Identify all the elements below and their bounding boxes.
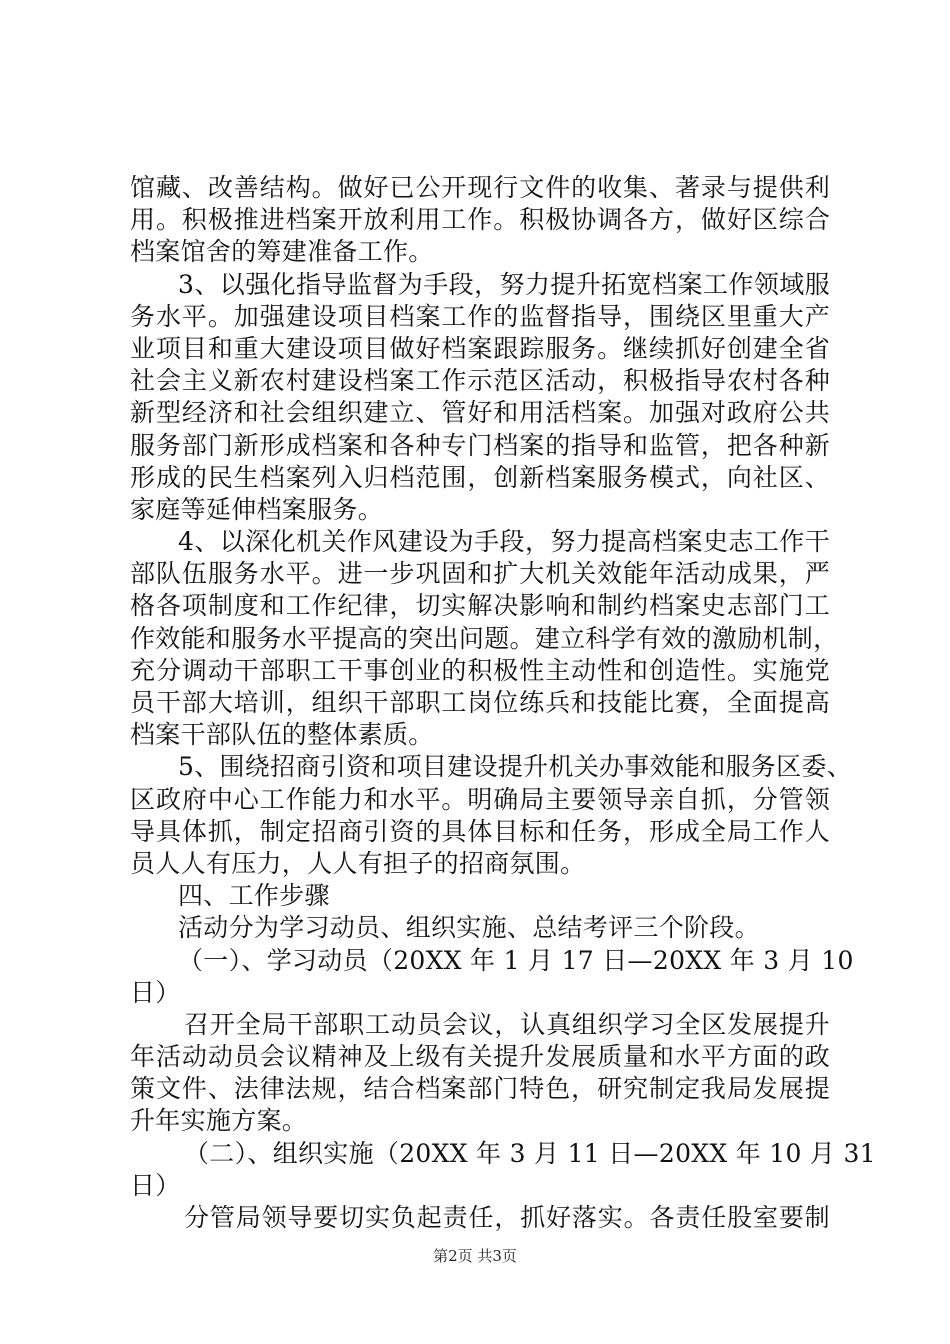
text-line: 区政府中心工作能力和水平。明确局主要领导亲自抓，分管领	[130, 784, 830, 814]
text-line: 导具体抓，制定招商引资的具体目标和任务，形成全局工作人	[130, 816, 830, 846]
text-line: 格各项制度和工作纪律，切实解决影响和制约档案史志部门工	[130, 591, 830, 621]
text-line: 务水平。加强建设项目档案工作的监督指导，围绕区里重大产	[130, 301, 830, 331]
text-line: 日）	[130, 977, 181, 1007]
text-line: 服务部门新形成档案和各种专门档案的指导和监管，把各种新	[130, 430, 830, 460]
text-line: 馆藏、改善结构。做好已公开现行文件的收集、著录与提供利	[130, 173, 830, 202]
text-line: 社会主义新农村建设档案工作示范区活动，积极指导农村各种	[130, 366, 830, 396]
text-line: 业项目和重大建设项目做好档案跟踪服务。继续抓好创建全省	[130, 333, 830, 363]
text-line: 日）	[130, 1170, 181, 1200]
text-line: 家庭等延伸档案服务。	[130, 494, 384, 524]
text-line: 活动分为学习动员、组织实施、总结考评三个阶段。	[178, 913, 760, 943]
text-line: 部队伍服务水平。进一步巩固和扩大机关效能年活动成果，严	[130, 559, 830, 589]
text-line: 新型经济和社会组织建立、管好和用活档案。加强对政府公共	[130, 398, 830, 428]
text-line: 4、以深化机关作风建设为手段，努力提高档案史志工作干	[178, 527, 830, 557]
text-line: 分管局领导要切实负起责任，抓好落实。各责任股室要制	[184, 1203, 830, 1232]
text-line: 四、工作步骤	[178, 881, 330, 911]
text-line: 档案干部队伍的整体素质。	[130, 720, 434, 750]
text-line: 作效能和服务水平提高的突出问题。建立科学有效的激励机制，	[130, 623, 839, 653]
text-line: 形成的民生档案列入归档范围，创新档案服务模式，向社区、	[130, 462, 830, 492]
text-line: 3、以强化指导监督为手段，努力提升拓宽档案工作领域服	[178, 269, 830, 299]
text-line: 档案馆舍的筹建准备工作。	[130, 237, 434, 267]
text-line: 员干部大培训，组织干部职工岗位练兵和技能比赛，全面提高	[130, 688, 830, 717]
text-line: 充分调动干部职工干事创业的积极性主动性和创造性。实施党	[130, 655, 830, 685]
text-line: 用。积极推进档案开放利用工作。积极协调各方，做好区综合	[130, 205, 830, 235]
text-line: 召开全局干部职工动员会议，认真组织学习全区发展提升	[184, 1009, 830, 1039]
text-line: 5、围绕招商引资和项目建设提升机关办事效能和服务区委、	[178, 752, 853, 782]
text-line: 年活动动员会议精神及上级有关提升发展质量和水平方面的政	[130, 1042, 830, 1072]
page-footer: 第2页 共3页	[433, 1247, 517, 1265]
text-line: （一）、学习动员（20XX 年 1 月 17 日—20XX 年 3 月 10	[178, 945, 854, 975]
text-line: 策文件、法律法规，结合档案部门特色，研究制定我局发展提	[130, 1074, 830, 1104]
text-line: 升年实施方案。	[130, 1106, 308, 1136]
document-body	[130, 172, 876, 1234]
text-line: （二）、组织实施（20XX 年 3 月 11 日—20XX 年 10 月 31	[184, 1138, 876, 1168]
text-line: 员人人有压力，人人有担子的招商氛围。	[130, 848, 586, 878]
